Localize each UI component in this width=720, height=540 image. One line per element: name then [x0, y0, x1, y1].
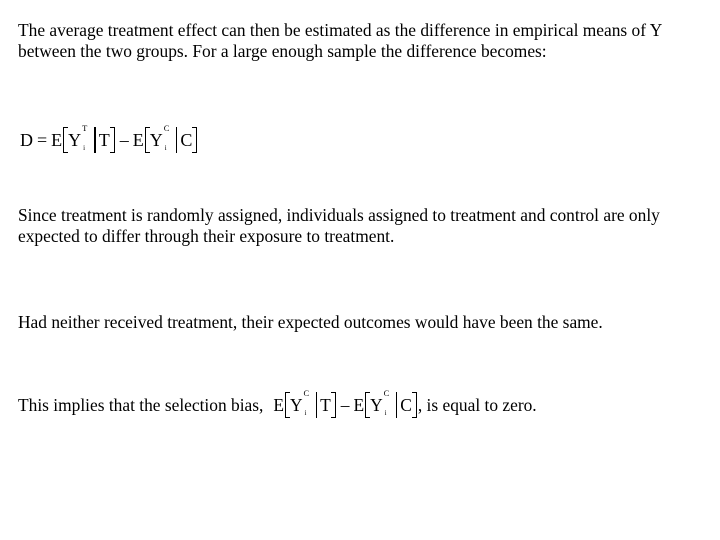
- implication-suffix: , is equal to zero.: [417, 394, 537, 415]
- bias-expect-1: E: [273, 394, 284, 415]
- bias-var-2-sub: i: [384, 408, 387, 417]
- eq-right-bracket-2: [192, 127, 197, 153]
- eq-cond-2: C: [180, 129, 193, 150]
- random-assignment-paragraph: [18, 205, 708, 247]
- bias-cond-2: C: [400, 394, 412, 415]
- eq-var-2-sub: i: [164, 143, 167, 152]
- implication-paragraph: [18, 387, 537, 418]
- bias-var-1-letter: Y: [289, 394, 303, 415]
- intro-line-2: between the two groups. For a large enough sample the difference becomes:: [18, 41, 547, 61]
- bias-var-2: [370, 387, 390, 417]
- intro-paragraph: [18, 20, 708, 62]
- eq-var-2: [149, 122, 170, 152]
- eq-var-2-letter: Y: [149, 129, 163, 150]
- eq-cond-bar-1: [94, 127, 96, 153]
- bias-var-1: [289, 387, 310, 417]
- eq-var-1-sub: i: [83, 143, 86, 152]
- eq-expect-2: E: [132, 129, 144, 150]
- bias-right-bracket-2: [412, 392, 417, 418]
- eq-var-1: [68, 122, 88, 152]
- equation-d: [20, 122, 198, 153]
- implication-prefix: This implies that the selection bias,: [18, 394, 264, 415]
- bias-minus: –: [340, 394, 350, 415]
- bias-var-2-letter: Y: [370, 394, 383, 415]
- eq-equals: =: [37, 129, 48, 150]
- eq-expect-1: E: [51, 129, 63, 150]
- eq-cond-1: T: [98, 129, 110, 150]
- bias-var-2-sup: C: [383, 387, 390, 398]
- bias-cond-bar-1: [316, 392, 318, 418]
- eq-var-2-sup: C: [163, 122, 170, 133]
- bias-expect-2: E: [353, 394, 365, 415]
- eq-var-1-sup: T: [82, 122, 88, 133]
- bias-right-bracket-1: [331, 392, 336, 418]
- random-line-1: Since treatment is randomly assigned, individuals assigned to treatment and control are only: [18, 205, 660, 225]
- bias-var-1-sub: i: [304, 408, 307, 417]
- eq-right-bracket-1: [110, 127, 115, 153]
- eq-var-1-letter: Y: [68, 129, 82, 150]
- eq-cond-bar-2: [176, 127, 178, 153]
- bias-cond-bar-2: [396, 392, 398, 418]
- bias-var-1-sup: C: [303, 387, 310, 398]
- eq-lhs: D: [20, 129, 33, 150]
- intro-line-1: The average treatment effect can then be estimated as the difference in empirical means of Y: [18, 20, 663, 40]
- counterfactual-paragraph: Had neither received treatment, their expected outcomes would have been the same.: [18, 312, 603, 332]
- random-line-2: expected to differ through their exposure to treatment.: [18, 226, 395, 246]
- bias-cond-1: T: [320, 394, 331, 415]
- eq-minus: –: [119, 129, 129, 150]
